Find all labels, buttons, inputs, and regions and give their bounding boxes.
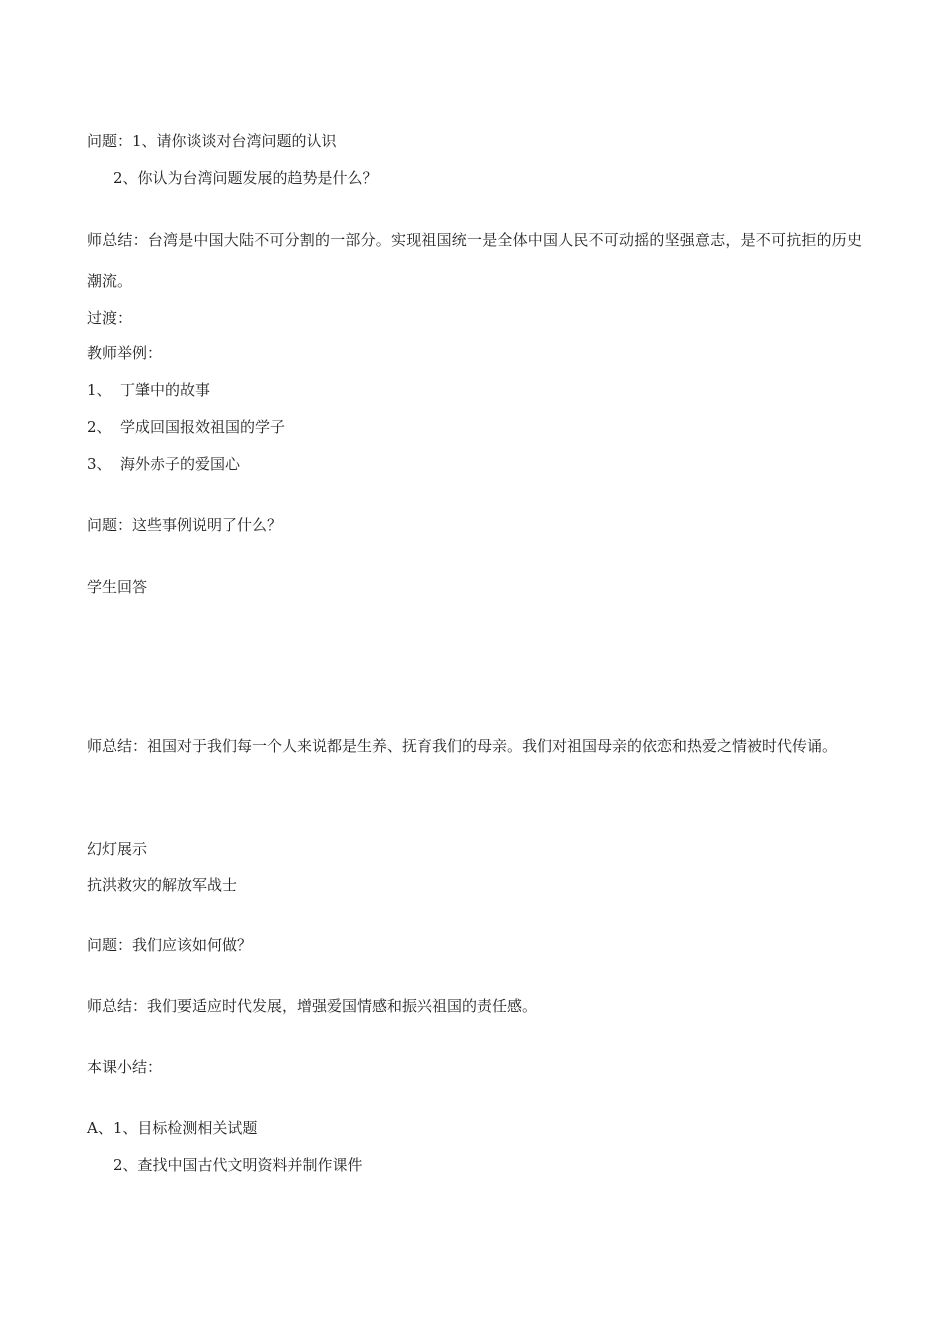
list-item bbox=[87, 454, 240, 474]
list-item-number: 2、 bbox=[87, 418, 112, 436]
slideshow-label: 幻灯展示 bbox=[87, 840, 148, 858]
question-3: 问题：我们应该如何做？ bbox=[87, 936, 253, 954]
homework-line-1: A、1、目标检测相关试题 bbox=[87, 1119, 258, 1137]
teacher-summary-1: 师总结：台湾是中国大陆不可分割的一部分。实现祖国统一是全体中国人民不可动摇的坚强意志，是不可抗拒的历史潮流。 bbox=[87, 231, 862, 290]
teacher-examples-label: 教师举例： bbox=[87, 344, 163, 362]
list-item bbox=[87, 380, 210, 400]
list-item-number: 3、 bbox=[87, 455, 112, 473]
list-item-number: 1、 bbox=[87, 381, 112, 399]
question-1-line-2: 2、你认为台湾问题发展的趋势是什么？ bbox=[113, 169, 378, 187]
lesson-summary-label: 本课小结： bbox=[87, 1058, 163, 1076]
list-item-text: 海外赤子的爱国心 bbox=[120, 455, 241, 473]
list-item-text: 学成回国报效祖国的学子 bbox=[120, 418, 286, 436]
list-item bbox=[87, 417, 285, 437]
question-1-line-1: 问题：1、请你谈谈对台湾问题的认识 bbox=[87, 132, 337, 150]
teacher-summary-2: 师总结：祖国对于我们每一个人来说都是生养、抚育我们的母亲。我们对祖国母亲的依恋和热爱之情被时代传诵。 bbox=[87, 737, 838, 755]
question-2: 问题：这些事例说明了什么？ bbox=[87, 516, 283, 534]
list-item-text: 丁肇中的故事 bbox=[120, 381, 211, 399]
slide-topic: 抗洪救灾的解放军战士 bbox=[87, 876, 238, 894]
transition-label: 过渡： bbox=[87, 309, 133, 327]
homework-line-2: 2、查找中国古代文明资料并制作课件 bbox=[113, 1156, 363, 1174]
student-answer: 学生回答 bbox=[87, 578, 148, 596]
teacher-summary-3: 师总结：我们要适应时代发展，增强爱国情感和振兴祖国的责任感。 bbox=[87, 997, 538, 1015]
